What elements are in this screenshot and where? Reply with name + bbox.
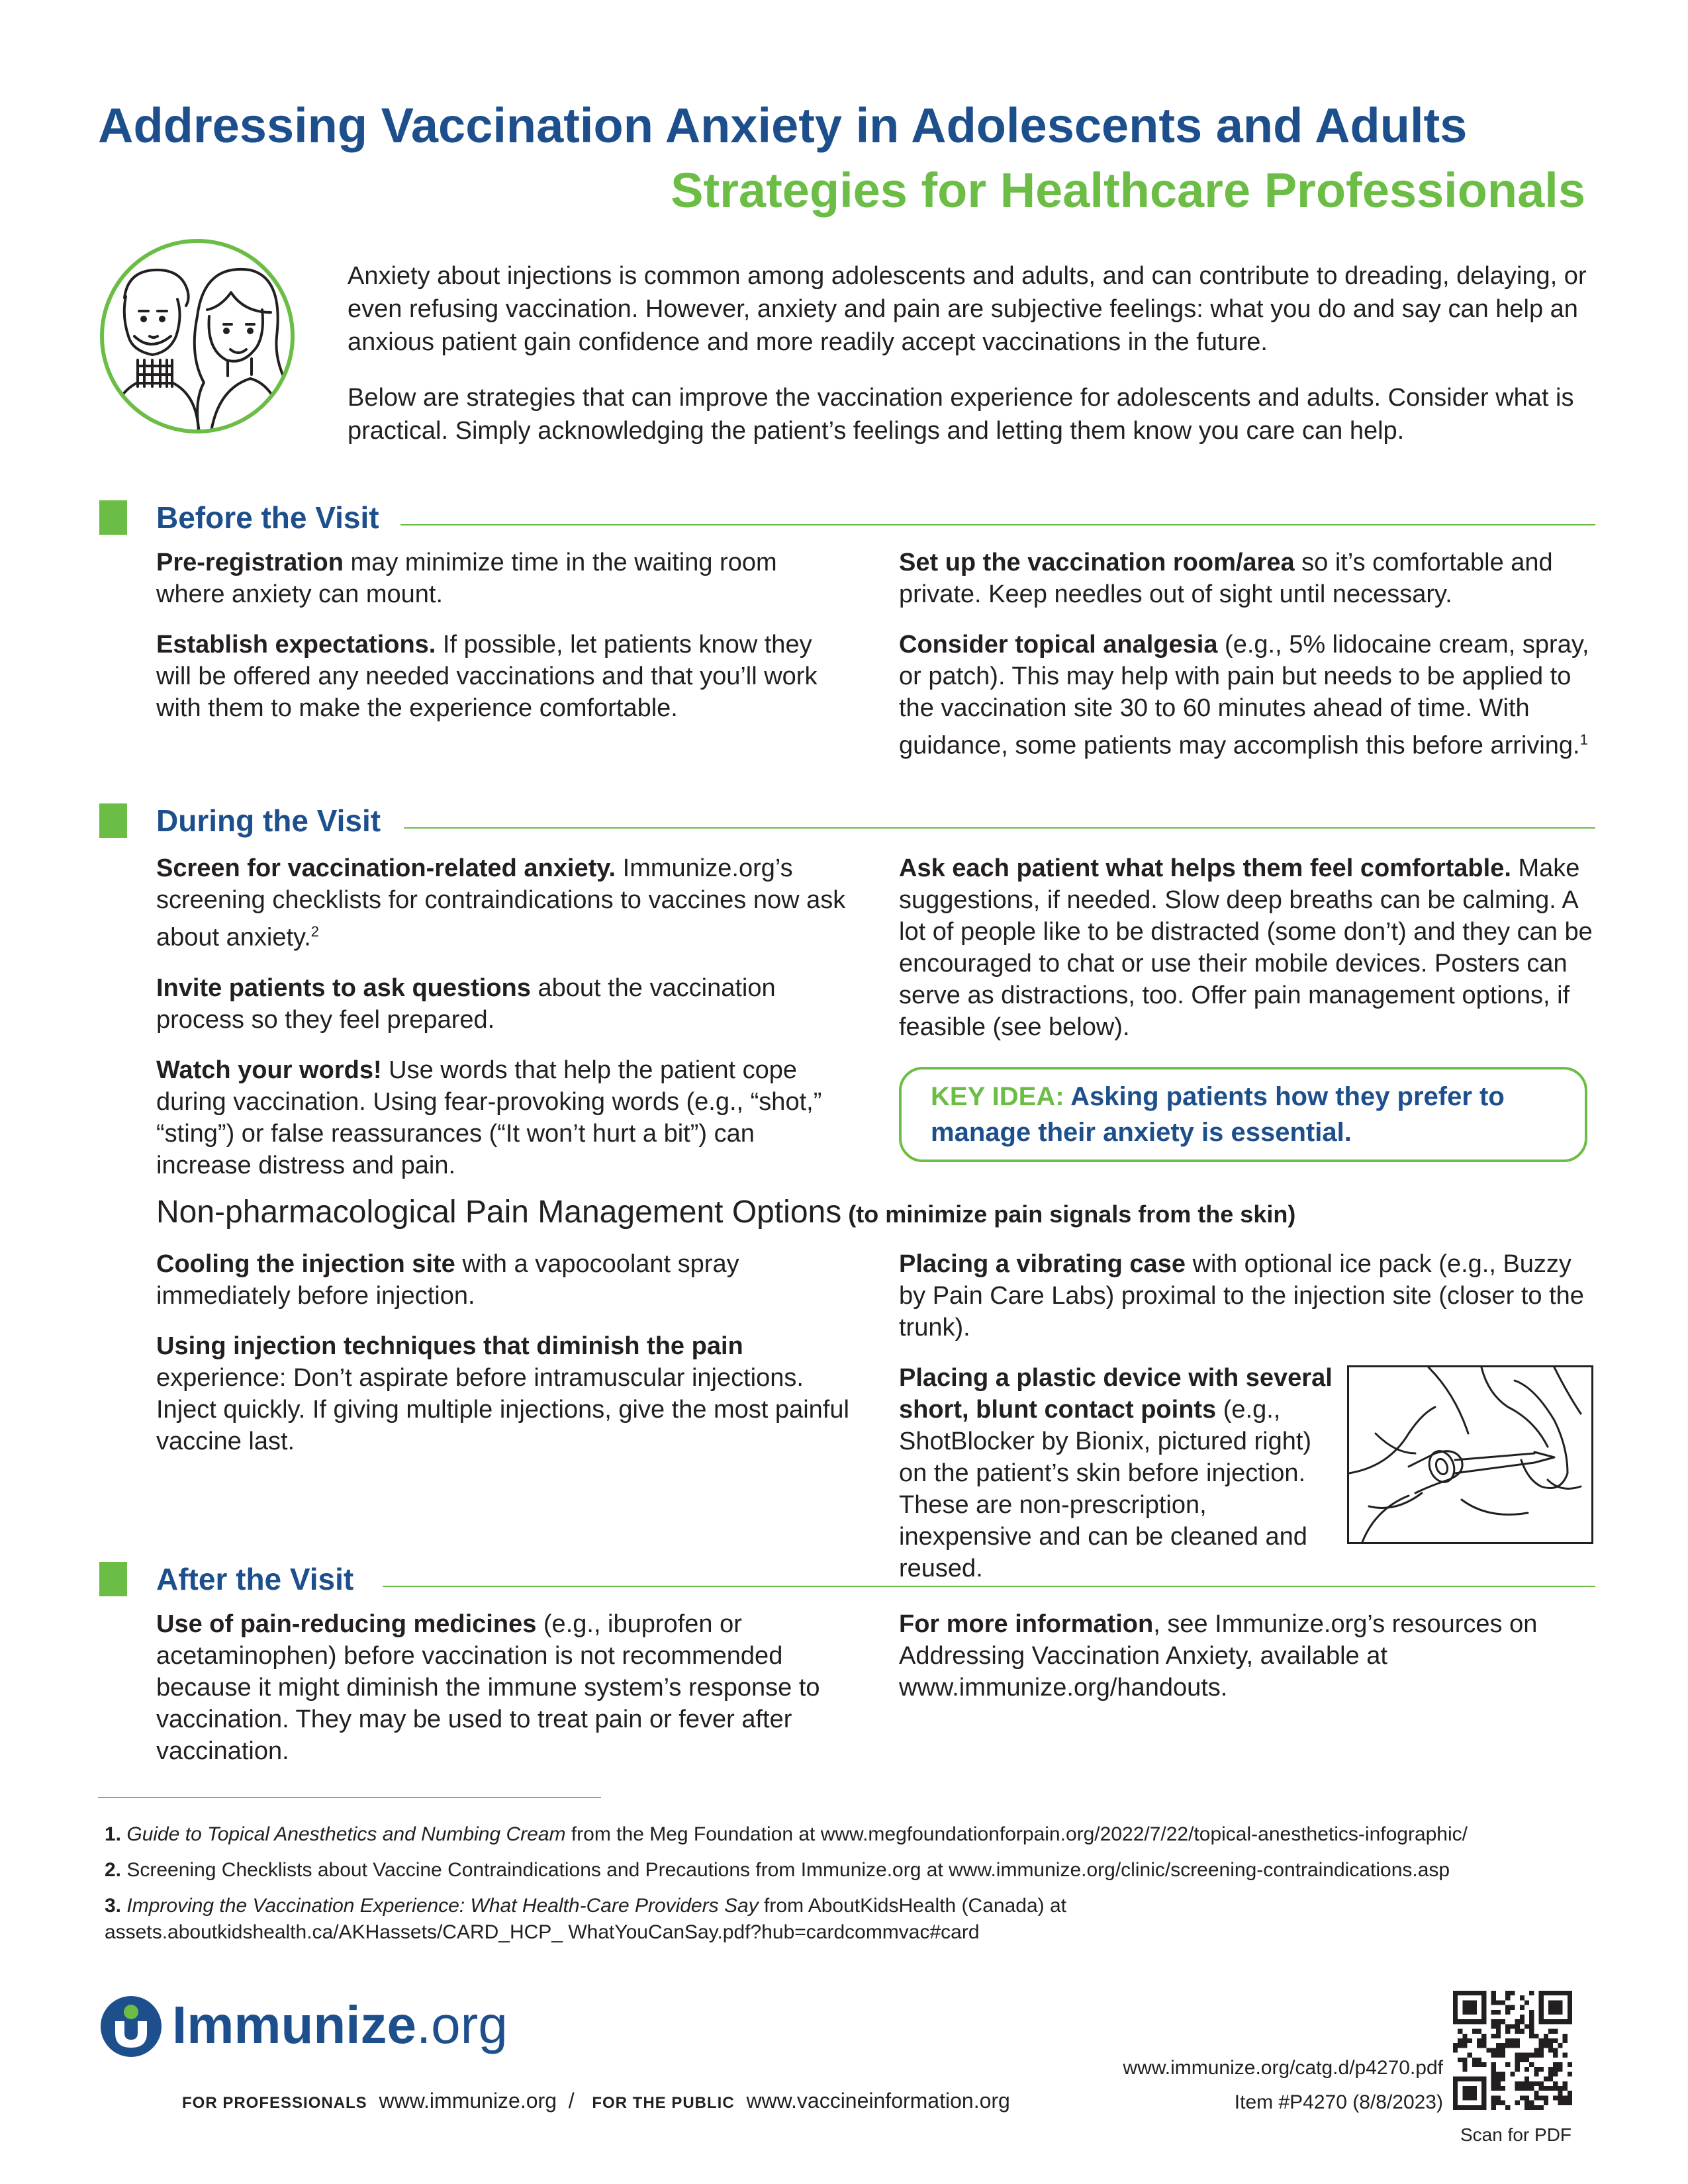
section-during — [99, 802, 1595, 837]
pro-label: FOR PROFESSIONALS — [182, 2094, 367, 2112]
footnote: 2. Screening Checklists about Vaccine Contraindications and Precautions from Immunize.org at www.immunize.org/clinic/screening-contraindications.asp — [105, 1859, 1450, 1881]
after-right — [899, 1608, 1594, 1722]
section-rule — [383, 1586, 1595, 1587]
nonpharm-title: Non-pharmacological Pain Management Options — [156, 1195, 842, 1230]
section-rule — [400, 524, 1595, 525]
nonpharm-item: Placing a plastic device with several short, blunt contact points (e.g., ShotBlocker by Bionix, pictured right) on the patient’s skin before injection. These are non-prescription, inexpensive and can be cleaned and reused. — [899, 1364, 1333, 1582]
intro — [348, 259, 1599, 470]
pdf-link[interactable]: www.immunize.org/catg.d/p4270.pdf — [1123, 2057, 1443, 2079]
footnote: 1. Guide to Topical Anesthetics and Numbing Cream from the Meg Foundation at www.megfoundationforpain.org/2022/7/22/topical-anesthetics-infographic/ — [105, 1823, 1468, 1845]
section-bar — [99, 803, 127, 838]
pro-link[interactable]: www.immunize.org — [379, 2089, 557, 2113]
item-number: Item #P4270 (8/8/2023) — [1234, 2091, 1443, 2113]
before-item: Set up the vaccination room/area so it’s comfortable and private. Keep needles out of sight until necessary. — [899, 549, 1553, 608]
footnote: 3. Improving the Vaccination Experience: What Health-Care Providers Say from AboutKidsHealth (Canada) at assets.aboutkidshealth.ca/AKHassets/CARD_HCP_ WhatYouCanSay.pdf?hub=cardcommvac#card — [105, 1895, 1066, 1943]
section-before — [99, 499, 1595, 533]
intro-paragraph: Below are strategies that can improve the vaccination experience for adolescents and adults. Consider what is practical. Simply acknowledging the patient’s feelings and letting them know you care can help. — [348, 384, 1574, 445]
after-left — [156, 1608, 851, 1786]
section-after — [99, 1561, 1595, 1595]
page-subtitle: Strategies for Healthcare Professionals — [671, 163, 1585, 218]
patients-illustration — [98, 237, 297, 435]
section-rule — [404, 827, 1595, 829]
before-left — [156, 547, 851, 743]
public-link[interactable]: www.vaccineinformation.org — [746, 2089, 1010, 2113]
after-item: Use of pain-reducing medicines (e.g., ibuprofen or acetaminophen) before vaccination is not recommended because it might diminish the immune system’s response to vaccination. They may be used to treat pain or fever after vaccination. — [156, 1610, 820, 1765]
before-item: Consider topical analgesia (e.g., 5% lidocaine cream, spray, or patch). This may help with pain but needs to be applied to the vaccination site 30 to 60 minutes ahead of time. With guidance, some patients may accomplish this before arriving.$^1$ — [899, 631, 1589, 760]
after-item: For more information, see Immunize.org’s resources on Addressing Vaccination Anxiety, available at www.immunize.org/handouts. — [899, 1610, 1538, 1702]
nonpharm-subtitle: (to minimize pain signals from the skin) — [841, 1201, 1296, 1228]
during-item: Watch your words! Use words that help the patient cope during vaccination. Using fear-provoking words (e.g., “shot,” “sting”) or false reassurances (“It won’t hurt a bit”) can increase distress and pain. — [156, 1056, 822, 1179]
before-item: Pre-registration may minimize time in the waiting room where anxiety can mount. — [156, 549, 777, 608]
footer-links — [182, 2086, 1010, 2118]
section-bar — [99, 1562, 127, 1596]
key-idea-text: Asking patients how they prefer to manage their anxiety is essential. — [931, 1082, 1505, 1147]
section-title: Before the Visit — [156, 500, 379, 535]
section-title: After the Visit — [156, 1562, 354, 1596]
during-item: Screen for vaccination-related anxiety. Immunize.org’s screening checklists for contraindications to vaccines now ask about anxiety.$^2$ — [156, 854, 846, 952]
logo-mark-icon — [98, 1992, 164, 2058]
during-item: Ask each patient what helps them feel comfortable. Make suggestions, if needed. Slow deep breaths can be calming. A lot of people like to be distracted (some don’t) and they can be encouraged to chat or use their mobile devices. Posters can serve as distractions, too. Offer pain management options, if feasible (see below). — [899, 854, 1593, 1041]
immunize-logo — [98, 1992, 508, 2058]
page-title: Addressing Vaccination Anxiety in Adolescents and Adults — [98, 98, 1468, 153]
during-right — [899, 852, 1594, 1062]
during-left — [156, 852, 851, 1200]
scan-label: Scan for PDF — [1460, 2124, 1572, 2145]
shotblocker-illustration — [1347, 1365, 1593, 1544]
before-item: Establish expectations. If possible, let patients know they will be offered any needed vaccinations and that you’ll work with them to make the experience comfortable. — [156, 631, 818, 722]
before-right — [899, 547, 1594, 780]
section-title: During the Visit — [156, 803, 381, 838]
qr-code[interactable] — [1453, 1991, 1572, 2110]
nonpharm-item: Placing a vibrating case with optional ice pack (e.g., Buzzy by Pain Care Labs) proximal to the injection site (closer to the trunk). — [899, 1250, 1584, 1342]
logo-wordmark: Immunize.org — [172, 1995, 508, 2054]
nonpharm-heading — [156, 1193, 1295, 1234]
separator: / — [568, 2089, 575, 2113]
section-bar — [99, 500, 127, 535]
intro-paragraph: Anxiety about injections is common among adolescents and adults, and can contribute to dreading, delaying, or even refusing vaccination. However, anxiety and pain are subjective feelings: what you do and say can help an anxious patient gain confidence and more readily accept vaccinations in the future. — [348, 262, 1587, 356]
key-idea-box — [899, 1067, 1587, 1162]
footnote-rule — [98, 1797, 601, 1798]
nonpharm-left — [156, 1248, 851, 1476]
public-label: FOR THE PUBLIC — [592, 2094, 735, 2112]
during-item: Invite patients to ask questions about the vaccination process so they feel prepared. — [156, 974, 776, 1034]
key-idea-label: KEY IDEA: — [931, 1082, 1064, 1111]
nonpharm-right-top — [899, 1248, 1594, 1362]
nonpharm-item: Using injection techniques that diminish the pain experience: Don’t aspirate before intramuscular injections. Inject quickly. If giving multiple injections, give the most painful vaccine last. — [156, 1332, 849, 1455]
nonpharm-item: Cooling the injection site with a vapocoolant spray immediately before injection. — [156, 1250, 739, 1310]
